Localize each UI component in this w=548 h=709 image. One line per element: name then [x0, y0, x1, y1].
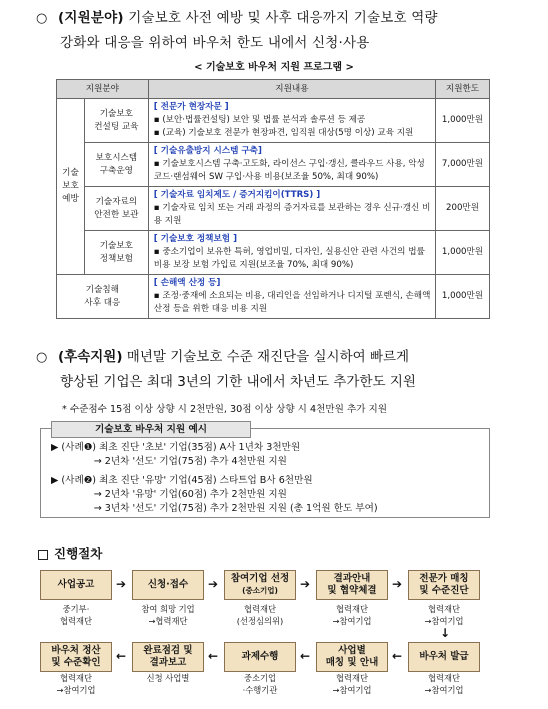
arrow-right-icon: ➔: [208, 577, 219, 591]
example-title: 기술보호 바우처 지원 예시: [51, 421, 251, 438]
process-step: [316, 570, 388, 600]
process-step: [316, 642, 388, 672]
process-step-label: 결과보고: [149, 657, 187, 668]
process-step-label: 사업공고: [57, 579, 95, 590]
row-title: [ 기술보호 정책보험 ]: [153, 234, 238, 244]
row-limit: 7,000만원: [436, 143, 490, 187]
row-limit: 1,000만원: [436, 99, 490, 143]
followup-paragraph: [36, 345, 536, 394]
arrow-right-icon: ➔: [392, 577, 403, 591]
process-step-label: 결과안내: [333, 573, 371, 584]
circle-bullet-icon: ○: [36, 11, 48, 26]
process-step-label: 신청·접수: [147, 579, 189, 590]
square-bullet-icon: [38, 550, 48, 560]
row-area: 기술보호 정책보험: [84, 231, 148, 275]
row-line: ▪ (보안·법률컨설팅) 보안 및 법률 분석과 솔루션 등 제공: [153, 115, 366, 125]
process-step-actor: 참여 희망 기업 →협력재단: [141, 604, 195, 626]
case2-line: → 3년차 '선도' 기업(75점) 추가 2천만원 지원 (총 1억원 한도 부여): [51, 503, 378, 514]
table-row: [57, 231, 490, 275]
row-area: 기술침해 사후 대응: [57, 275, 149, 319]
header-limit: 지원한도: [436, 80, 490, 99]
process-title-text: 진행절차: [54, 546, 103, 561]
followup-line2: 향상된 기업은 최대 3년의 기한 내에서 차년도 추가한도 지원: [60, 374, 416, 390]
process-step: [408, 642, 480, 672]
case1-line: ▶ (사례❶) 최초 진단 '초보' 기업(35점) A사 1년차 3천만원: [51, 442, 301, 453]
group-label: 기술 보호 예방: [57, 99, 85, 275]
process-step-actor: 협력재단 →참여기업: [332, 673, 372, 695]
header-area: 지원분야: [57, 80, 149, 99]
row-title: [ 기술유출방지 시스템 구축]: [153, 146, 262, 156]
process-step: [224, 642, 296, 672]
header-content: 지원내용: [148, 80, 435, 99]
table-title: < 기술보호 바우처 지원 프로그램 >: [194, 62, 354, 73]
row-limit: 1,000만원: [436, 275, 490, 319]
arrow-right-icon: ➔: [300, 577, 311, 591]
process-step-label: 바우처 발급: [419, 651, 469, 662]
arrow-down-icon: ↓: [440, 626, 451, 640]
arrow-left-icon: ←: [392, 649, 403, 663]
example-box: [40, 424, 490, 518]
row-line: ▪ 조정·중재에 소요되는 비용, 대리인을 선임하거나 디지털 포렌식, 손해액 산정 등을 위한 대응 비용 지원: [153, 291, 431, 314]
intro-bold: (지원분야): [58, 10, 124, 26]
table-row: [57, 275, 490, 319]
row-line: ▪ 기술자료 임치 또는 거래 과정의 증거자료를 보관하는 경우 신규·갱신 비용 지원: [153, 203, 431, 226]
row-desc: [148, 231, 435, 275]
row-line: ▪ 기술보호시스템 구축·고도화, 라이선스 구입·갱신, 클라우드 사용, 악성코드·랜섬웨어 SW 구입·사용 비용(보조율 50%, 최대 90%): [153, 159, 425, 182]
circle-bullet-icon: ○: [36, 350, 48, 365]
followup-bold: (후속지원): [58, 349, 123, 365]
process-step: [40, 570, 112, 600]
row-desc: [148, 99, 435, 143]
process-step-actor: 신청 사업별: [146, 673, 190, 683]
row-area: 기술보호 컨설팅 교육: [84, 99, 148, 143]
process-step: [408, 570, 480, 600]
process-step-actor: 협력재단 →참여기업: [424, 673, 464, 695]
process-step-label: 매칭 및 안내: [325, 657, 379, 668]
row-title: [ 손해액 산정 등]: [153, 278, 221, 288]
process-step-actor: 협력재단 →참여기업: [332, 604, 372, 626]
row-area: 기술자료의 안전한 보관: [84, 187, 148, 231]
note: * 수준점수 15점 이상 상향 시 2천만원, 30점 이상 상향 시 4천만원 추가 지원: [62, 404, 388, 415]
row-limit: 1,000만원: [436, 231, 490, 275]
process-step-label: 바우처 정산: [51, 645, 101, 656]
process-step: [40, 642, 112, 672]
process-step-label: 과제수행: [241, 651, 279, 662]
table-row: [57, 143, 490, 187]
process-step: [132, 642, 204, 672]
process-step-actor: 중소기업 ·수행기관: [242, 673, 278, 695]
process-step: [224, 570, 296, 600]
arrow-left-icon: ←: [208, 649, 219, 663]
process-step-note: (중소기업): [242, 586, 278, 595]
row-limit: 200만원: [436, 187, 490, 231]
intro-paragraph: [36, 6, 526, 55]
process-title: [38, 544, 102, 562]
process-step: [132, 570, 204, 600]
row-title: [ 전문가 현장자문 ]: [153, 102, 229, 112]
arrow-left-icon: ←: [116, 649, 127, 663]
case2-line: → 2년차 '유망' 기업(60점) 추가 2천만원 지원: [51, 489, 287, 500]
process-step-label: 및 협약체결: [327, 585, 377, 596]
process-step-actor: 중기부· 협력재단: [59, 604, 93, 626]
voucher-program-table: [56, 79, 490, 319]
row-area: 보호시스템 구축운영: [84, 143, 148, 187]
process-step-label: 및 수준확인: [51, 657, 101, 668]
row-desc: [148, 187, 435, 231]
process-step-actor: 협력재단 →참여기업: [56, 673, 96, 695]
intro-line2: 강화와 대응을 위하여 바우처 한도 내에서 신청·사용: [60, 35, 370, 51]
table-row: [57, 99, 490, 143]
process-step-label: 사업별: [338, 645, 366, 656]
process-step-label: 전문가 매칭: [419, 573, 469, 584]
row-line: ▪ 중소기업이 보유한 특허, 영업비밀, 디자인, 실용신안 관련 사건의 법률비용 보장 보험 가입료 지원(보조율 70%, 최대 90%): [153, 247, 425, 270]
process-step-actor: 협력재단 (선정심의위): [236, 604, 284, 626]
followup-line1: 매년말 기술보호 수준 재진단을 실시하여 빠르게: [122, 349, 410, 365]
intro-line1: 기술보호 사전 예방 및 사후 대응까지 기술보호 역량: [123, 10, 438, 26]
row-desc: [148, 275, 435, 319]
row-title: [ 기술자료 임치제도 / 증거지킴이(TTRS) ]: [153, 190, 321, 200]
arrow-right-icon: ➔: [116, 577, 127, 591]
process-step-actor: 협력재단 →참여기업: [424, 604, 464, 626]
process-step-label: 참여기업 선정: [230, 573, 290, 584]
process-step-label: 및 수준진단: [419, 585, 469, 596]
case1-line: → 2년차 '선도' 기업(75점) 추가 4천만원 지원: [51, 456, 287, 467]
case2-line: ▶ (사례❷) 최초 진단 '유망' 기업(45점) 스타트업 B사 6천만원: [51, 475, 313, 486]
process-step-label: 완료점검 및: [143, 645, 193, 656]
row-desc: [148, 143, 435, 187]
table-row: [57, 187, 490, 231]
row-line: ▪ (교육) 기술보호 전문가 현장파견, 임직원 대상(5명 이상) 교육 지원: [153, 128, 414, 138]
arrow-left-icon: ←: [300, 649, 311, 663]
